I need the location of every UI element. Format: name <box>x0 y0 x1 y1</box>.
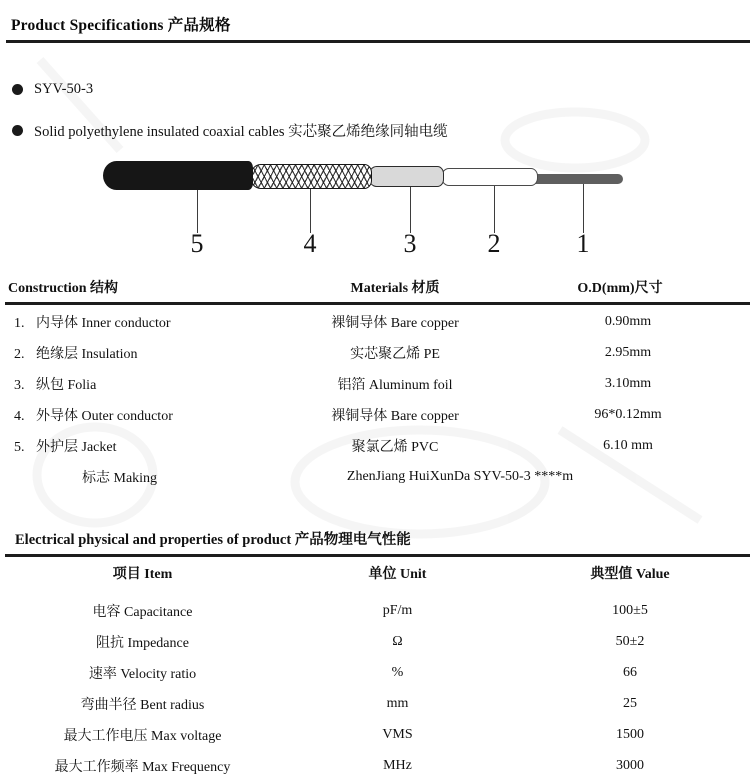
property-value: 66 <box>623 664 637 680</box>
property-name: 速率 Velocity ratio <box>88 666 197 682</box>
leader-line <box>410 187 411 233</box>
property-name: 最大工作频率 Max Frequency <box>54 759 231 775</box>
cable-description: Solid polyethylene insulated coaxial cables 实芯聚乙烯绝缘同轴电缆 <box>34 124 448 140</box>
cable-braid-layer <box>250 164 372 189</box>
value-column-header: 典型值 Value <box>590 567 670 582</box>
construction-item: 纵包 Folia <box>36 377 97 393</box>
leader-line <box>197 190 198 233</box>
table-row <box>0 719 750 750</box>
property-unit: pF/m <box>382 602 413 618</box>
od-value: 96*0.12mm <box>594 406 662 422</box>
od-value: 2.95mm <box>604 344 652 360</box>
od-value: 3.10mm <box>604 375 652 391</box>
construction-divider <box>5 302 750 305</box>
row-number: 2. <box>14 346 25 362</box>
table-row <box>0 595 750 626</box>
construction-column-header: Construction 结构 <box>8 281 119 296</box>
construction-header-row <box>0 277 750 297</box>
od-value: 0.90mm <box>604 313 652 329</box>
od-column-header: O.D(mm)尺寸 <box>577 281 663 296</box>
property-unit: % <box>391 664 404 680</box>
making-value: ZhenJiang HuiXunDa SYV-50-3 ****m <box>346 468 574 484</box>
material-value: 实芯聚乙烯 PE <box>350 346 440 362</box>
layer-number-label: 4 <box>303 229 317 258</box>
property-name: 最大工作电压 Max voltage <box>63 728 222 744</box>
property-value: 3000 <box>616 757 644 773</box>
material-value: 聚氯乙烯 PVC <box>351 439 439 455</box>
table-row-making <box>0 461 750 492</box>
row-number: 4. <box>14 408 25 424</box>
material-value: 裸铜导体 Bare copper <box>331 408 459 424</box>
cable-foil-layer <box>368 166 444 187</box>
construction-item: 内导体 Inner conductor <box>36 315 171 331</box>
layer-number-label: 3 <box>403 229 417 258</box>
property-unit: VMS <box>382 726 413 742</box>
table-row <box>0 337 750 368</box>
material-value: 铝箔 Aluminum foil <box>337 377 453 393</box>
property-value: 25 <box>623 695 637 711</box>
property-value: 1500 <box>616 726 644 742</box>
table-row <box>0 399 750 430</box>
electrical-divider <box>5 554 750 557</box>
cable-jacket-layer <box>103 161 253 190</box>
layer-number-label: 5 <box>190 229 204 258</box>
layer-number-label: 1 <box>576 229 590 258</box>
construction-table <box>0 306 750 492</box>
model-name: SYV-50-3 <box>34 81 94 97</box>
property-name: 电容 Capacitance <box>92 604 193 620</box>
electrical-table <box>0 595 750 781</box>
layer-number-label: 2 <box>487 229 501 258</box>
property-value: 50±2 <box>615 633 645 649</box>
construction-item: 标志 Making <box>82 470 158 486</box>
table-row <box>0 626 750 657</box>
od-value: 6.10 mm <box>603 437 653 453</box>
cable-conductor-layer <box>528 174 623 185</box>
construction-item: 绝缘层 Insulation <box>36 346 138 362</box>
table-row <box>0 430 750 461</box>
leader-line <box>494 186 495 233</box>
construction-item: 外护层 Jacket <box>36 439 117 455</box>
table-row <box>0 368 750 399</box>
electrical-header-row <box>0 563 750 583</box>
leader-line <box>583 184 584 234</box>
table-row <box>0 657 750 688</box>
row-number: 5. <box>14 439 25 455</box>
row-number: 3. <box>14 377 25 393</box>
row-number: 1. <box>14 315 25 331</box>
cable-insulation-layer <box>441 168 538 186</box>
table-row <box>0 750 750 781</box>
page-title: Product Specifications 产品规格 <box>11 17 231 34</box>
property-value: 100±5 <box>612 602 648 618</box>
property-name: 弯曲半径 Bent radius <box>80 697 205 713</box>
property-unit: MHz <box>383 757 412 773</box>
table-row <box>0 688 750 719</box>
construction-item: 外导体 Outer conductor <box>36 408 173 424</box>
materials-column-header: Materials 材质 <box>350 281 440 296</box>
property-name: 阻抗 Impedance <box>96 635 189 651</box>
material-value: 裸铜导体 Bare copper <box>331 315 459 331</box>
electrical-section-title: Electrical physical and properties of product 产品物理电气性能 <box>15 532 411 548</box>
unit-column-header: 单位 Unit <box>368 567 427 582</box>
leader-line <box>310 189 311 234</box>
property-unit: Ω <box>392 633 403 649</box>
table-row <box>0 306 750 337</box>
property-unit: mm <box>386 695 409 711</box>
item-column-header: 项目 Item <box>112 567 173 582</box>
